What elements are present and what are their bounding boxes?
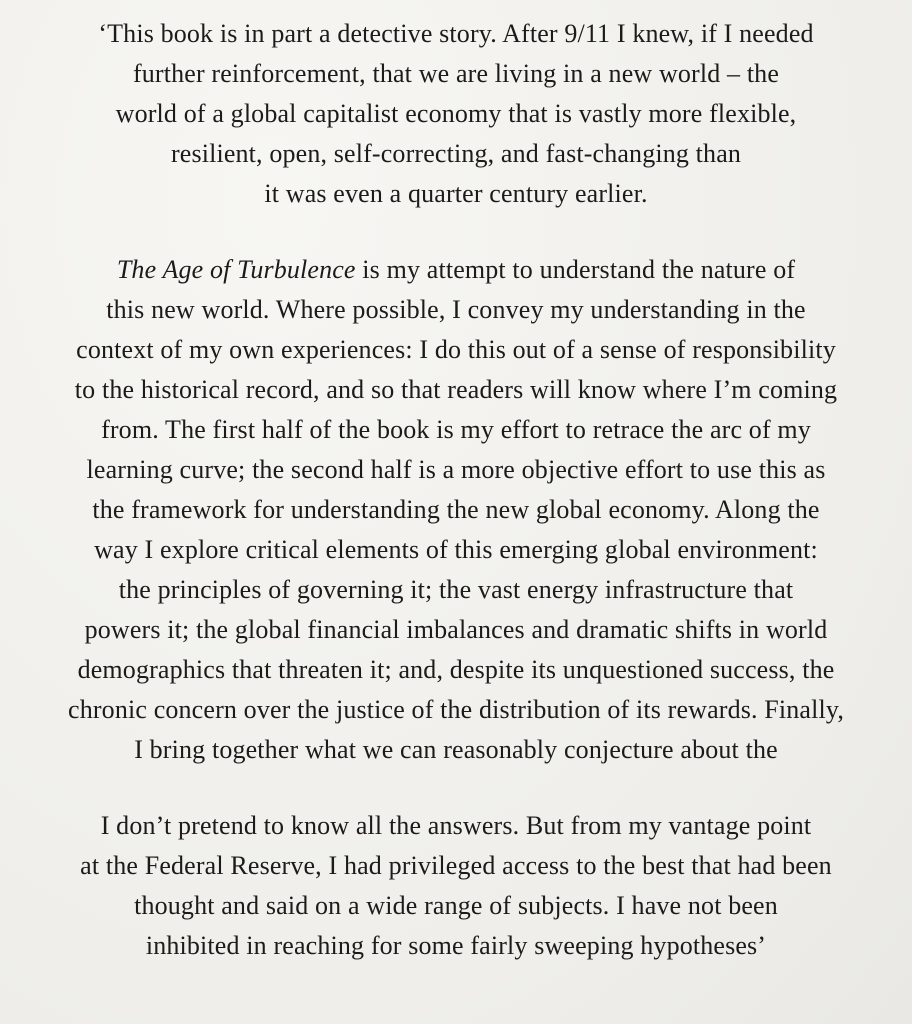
text-line: demographics that threaten it; and, despite its unquestioned success, the bbox=[77, 655, 835, 684]
text-line: chronic concern over the justice of the distribution of its rewards. Finally, bbox=[68, 695, 844, 724]
text-line: the framework for understanding the new global economy. Along the bbox=[92, 495, 820, 524]
text-line bbox=[0, 250, 912, 290]
text-line: the principles of governing it; the vast energy infrastructure that bbox=[118, 575, 794, 604]
text-line: at the Federal Reserve, I had privileged access to the best that had been bbox=[80, 851, 832, 880]
text-line: resilient, open, self-correcting, and fast-changing than bbox=[170, 139, 742, 168]
text-line: way I explore critical elements of this emerging global environment: bbox=[94, 535, 818, 564]
text-line: to the historical record, and so that readers will know where I’m coming bbox=[74, 375, 838, 404]
paragraph-2 bbox=[0, 250, 912, 770]
text-line: from. The first half of the book is my effort to retrace the arc of my bbox=[101, 415, 811, 444]
text-fragment: is my attempt to understand the nature of bbox=[355, 255, 796, 284]
text-line: powers it; the global financial imbalances and dramatic shifts in world bbox=[84, 615, 828, 644]
text-line: further reinforcement, that we are living in a new world – the bbox=[132, 59, 780, 88]
text-line: learning curve; the second half is a more objective effort to use this as bbox=[86, 455, 826, 484]
text-line: world of a global capitalist economy that is vastly more flexible, bbox=[115, 99, 797, 128]
text-line: context of my own experiences: I do this out of a sense of responsibility bbox=[76, 335, 836, 364]
paragraph-1 bbox=[0, 14, 912, 214]
text-line: it was even a quarter century earlier. bbox=[264, 179, 648, 208]
paragraph-3 bbox=[0, 806, 912, 966]
book-title: The Age of Turbulence bbox=[116, 255, 356, 284]
text-line: inhibited in reaching for some fairly sweeping hypotheses’ bbox=[145, 931, 767, 960]
text-line: ‘This book is in part a detective story. After 9/11 I knew, if I needed bbox=[98, 19, 814, 48]
text-line: thought and said on a wide range of subjects. I have not been bbox=[134, 891, 778, 920]
text-line: I bring together what we can reasonably conjecture about the bbox=[134, 735, 778, 764]
text-line: I don’t pretend to know all the answers. But from my vantage point bbox=[100, 811, 812, 840]
text-line: this new world. Where possible, I convey my understanding in the bbox=[106, 295, 806, 324]
